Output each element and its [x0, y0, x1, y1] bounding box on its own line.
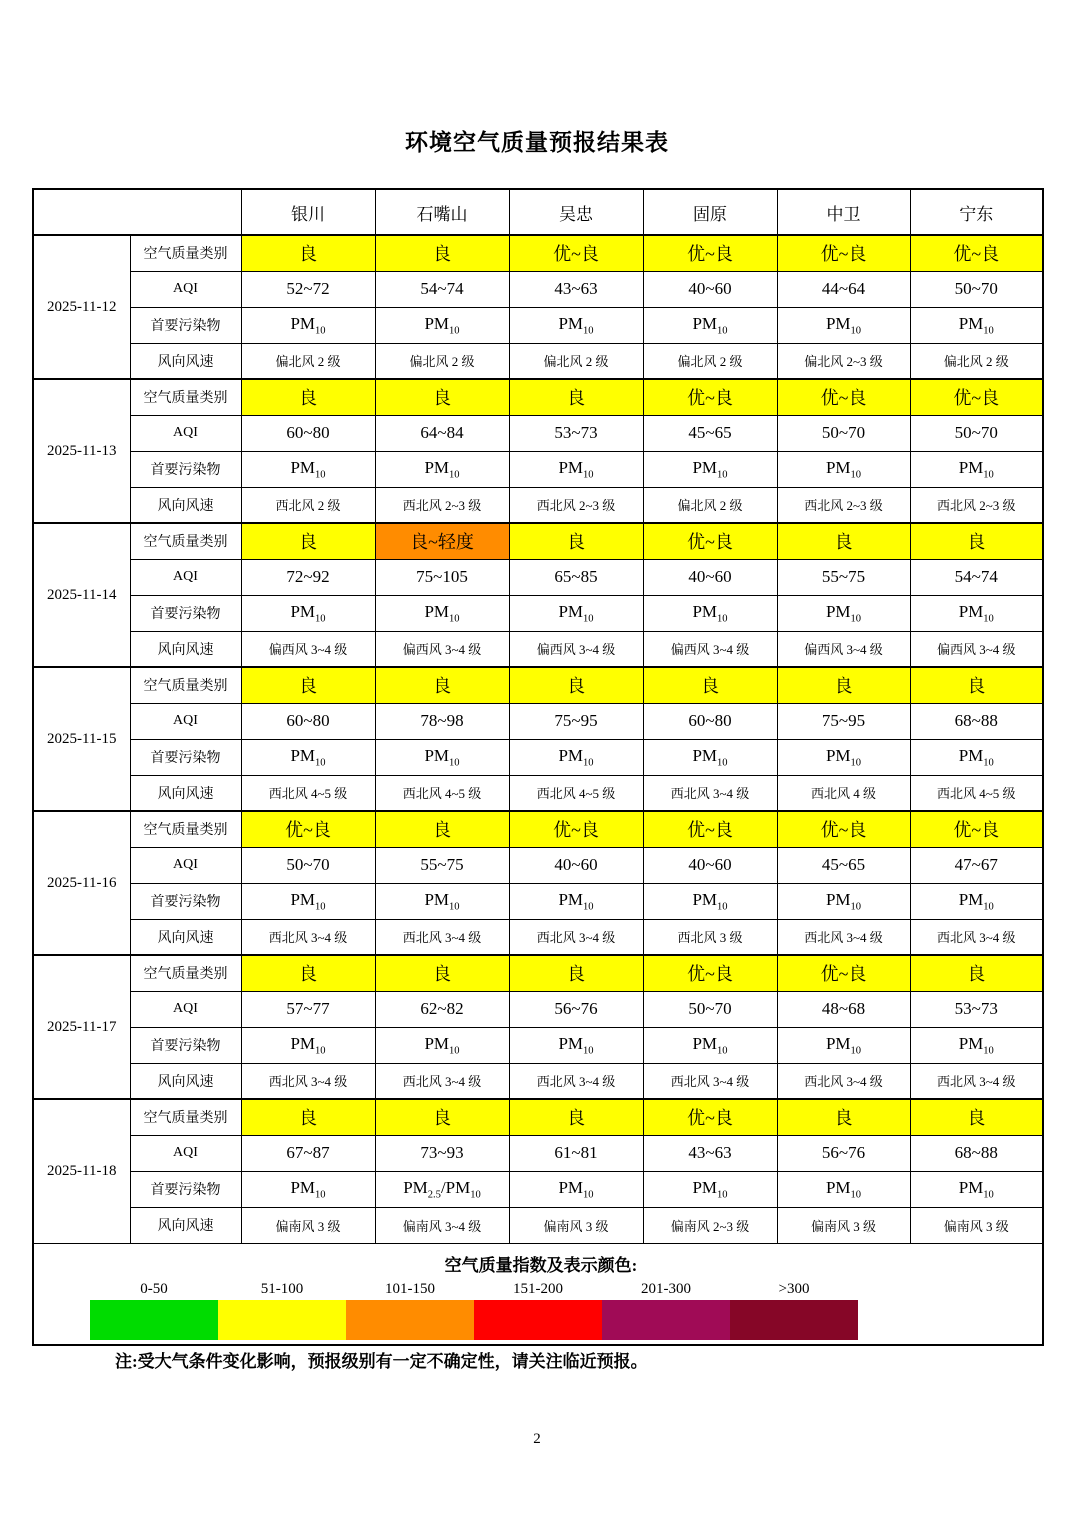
wind-cell: 偏北风 2 级: [643, 487, 777, 523]
pollutant-cell: $PM_{10}$: [375, 1027, 509, 1063]
forecast-row: [33, 847, 1043, 883]
pollutant-cell: $PM_{10}$: [777, 451, 910, 487]
aqi-cell: 55~75: [375, 847, 509, 883]
wind-cell: 西北风 4~5 级: [375, 775, 509, 811]
aqi-cell: 50~70: [910, 271, 1043, 307]
category-cell: 良: [777, 523, 910, 559]
legend-swatch: [474, 1300, 602, 1340]
forecast-row: [33, 1063, 1043, 1099]
legend-labels: [90, 1278, 1042, 1300]
forecast-row: [33, 487, 1043, 523]
pollutant-cell: $PM_{10}$: [910, 883, 1043, 919]
forecast-row: [33, 343, 1043, 379]
pollutant-cell: $PM_{10}$: [375, 451, 509, 487]
category-cell: 优~良: [509, 235, 643, 271]
pollutant-cell: $PM_{10}$: [910, 1027, 1043, 1063]
aqi-cell: 50~70: [777, 415, 910, 451]
wind-cell: 西北风 2~3 级: [910, 487, 1043, 523]
category-cell: 良: [777, 1099, 910, 1135]
aqi-cell: 53~73: [910, 991, 1043, 1027]
wind-cell: 西北风 3~4 级: [777, 919, 910, 955]
aqi-cell: 60~80: [241, 415, 375, 451]
date-cell: 2025-11-18: [33, 1099, 130, 1243]
row-label: 首要污染物: [130, 1027, 241, 1063]
forecast-row: [33, 1207, 1043, 1243]
row-label: 首要污染物: [130, 1171, 241, 1207]
category-cell: 良: [241, 379, 375, 415]
legend-strip: [90, 1278, 1042, 1340]
pollutant-cell: $PM_{10}$: [643, 1027, 777, 1063]
forecast-row: [33, 1027, 1043, 1063]
header-city-cell: 银川: [241, 189, 375, 235]
wind-cell: 西北风 3~4 级: [241, 1063, 375, 1099]
aqi-cell: 75~95: [509, 703, 643, 739]
row-label: 首要污染物: [130, 595, 241, 631]
forecast-row: [33, 883, 1043, 919]
forecast-row: [33, 667, 1043, 703]
category-cell: 良: [375, 235, 509, 271]
category-cell: 良: [910, 955, 1043, 991]
wind-cell: 偏北风 2 级: [509, 343, 643, 379]
wind-cell: 西北风 3~4 级: [241, 919, 375, 955]
aqi-cell: 50~70: [910, 415, 1043, 451]
legend: [33, 1243, 1043, 1345]
date-cell: 2025-11-15: [33, 667, 130, 811]
category-cell: 良: [509, 1099, 643, 1135]
pollutant-cell: $PM_{10}$: [777, 307, 910, 343]
wind-cell: 偏北风 2 级: [241, 343, 375, 379]
wind-cell: 西北风 3~4 级: [509, 1063, 643, 1099]
row-label: 空气质量类别: [130, 667, 241, 703]
category-cell: 良: [375, 667, 509, 703]
aqi-cell: 40~60: [509, 847, 643, 883]
header-row: [33, 189, 1043, 235]
pollutant-cell: $PM_{10}$: [643, 451, 777, 487]
row-label: 风向风速: [130, 775, 241, 811]
aqi-cell: 40~60: [643, 847, 777, 883]
header-city-cell: 固原: [643, 189, 777, 235]
row-label: 空气质量类别: [130, 523, 241, 559]
forecast-row: [33, 307, 1043, 343]
row-label: AQI: [130, 847, 241, 883]
wind-cell: 偏西风 3~4 级: [241, 631, 375, 667]
legend-swatch: [90, 1300, 218, 1340]
legend-label: 201-300: [641, 1280, 691, 1297]
pollutant-cell: $PM_{10}$: [241, 307, 375, 343]
row-label: AQI: [130, 415, 241, 451]
row-label: 风向风速: [130, 1207, 241, 1243]
category-cell: 优~良: [643, 1099, 777, 1135]
date-cell: 2025-11-16: [33, 811, 130, 955]
aqi-cell: 78~98: [375, 703, 509, 739]
page-number: 2: [533, 1431, 541, 1447]
forecast-row: [33, 1135, 1043, 1171]
row-label: 首要污染物: [130, 883, 241, 919]
wind-cell: 偏西风 3~4 级: [777, 631, 910, 667]
date-cell: 2025-11-12: [33, 235, 130, 379]
wind-cell: 西北风 3~4 级: [910, 1063, 1043, 1099]
aqi-cell: 47~67: [910, 847, 1043, 883]
aqi-cell: 72~92: [241, 559, 375, 595]
aqi-cell: 40~60: [643, 559, 777, 595]
pollutant-cell: $PM_{10}$: [910, 307, 1043, 343]
category-cell: 良: [910, 1099, 1043, 1135]
category-cell: 优~良: [777, 955, 910, 991]
pollutant-cell: $PM_{10}$: [910, 595, 1043, 631]
forecast-row: [33, 811, 1043, 847]
aqi-cell: 65~85: [509, 559, 643, 595]
category-cell: 优~良: [643, 379, 777, 415]
pollutant-cell: $PM_{10}$: [777, 739, 910, 775]
pollutant-cell: $PM_{10}$: [509, 883, 643, 919]
category-cell: 良: [910, 523, 1043, 559]
wind-cell: 偏西风 3~4 级: [910, 631, 1043, 667]
category-cell: 优~良: [643, 955, 777, 991]
row-label: 风向风速: [130, 1063, 241, 1099]
forecast-row: [33, 559, 1043, 595]
wind-cell: 西北风 3~4 级: [910, 919, 1043, 955]
pollutant-cell: $PM_{10}$: [777, 883, 910, 919]
category-cell: 优~良: [777, 811, 910, 847]
aqi-cell: 50~70: [643, 991, 777, 1027]
row-label: 空气质量类别: [130, 811, 241, 847]
wind-cell: 西北风 3~4 级: [375, 1063, 509, 1099]
aqi-cell: 75~95: [777, 703, 910, 739]
legend-label: 151-200: [513, 1280, 563, 1297]
aqi-cell: 75~105: [375, 559, 509, 595]
pollutant-cell: $PM_{10}$: [643, 1171, 777, 1207]
pollutant-cell: $PM_{10}$: [643, 883, 777, 919]
pollutant-cell: $PM_{10}$: [375, 883, 509, 919]
wind-cell: 西北风 2~3 级: [509, 487, 643, 523]
pollutant-cell: $PM_{10}$: [910, 739, 1043, 775]
pollutant-cell: $PM_{10}$: [241, 1171, 375, 1207]
pollutant-cell: $PM_{10}$: [509, 739, 643, 775]
category-cell: 优~良: [241, 811, 375, 847]
row-label: AQI: [130, 991, 241, 1027]
pollutant-cell: $PM_{10}$: [241, 1027, 375, 1063]
pollutant-cell: $PM_{10}$: [643, 595, 777, 631]
category-cell: 良: [241, 523, 375, 559]
forecast-row: [33, 271, 1043, 307]
pollutant-cell: $PM_{10}$: [643, 307, 777, 343]
row-label: 首要污染物: [130, 451, 241, 487]
wind-cell: 偏南风 2~3 级: [643, 1207, 777, 1243]
forecast-row: [33, 631, 1043, 667]
aqi-cell: 52~72: [241, 271, 375, 307]
pollutant-cell: $PM_{10}$: [241, 451, 375, 487]
aqi-cell: 64~84: [375, 415, 509, 451]
aqi-cell: 57~77: [241, 991, 375, 1027]
wind-cell: 偏北风 2 级: [375, 343, 509, 379]
pollutant-cell: $PM_{10}$: [375, 307, 509, 343]
pollutant-cell: $PM_{10}$: [509, 1027, 643, 1063]
row-label: 风向风速: [130, 343, 241, 379]
pollutant-cell: $PM_{10}$: [643, 739, 777, 775]
forecast-row: [33, 739, 1043, 775]
page-title: 环境空气质量预报结果表: [405, 130, 669, 155]
row-label: AQI: [130, 271, 241, 307]
category-cell: 优~良: [643, 811, 777, 847]
wind-cell: 偏西风 3~4 级: [643, 631, 777, 667]
note-text: 注:受大气条件变化影响，预报级别有一定不确定性，请关注临近预报。: [115, 1352, 648, 1371]
wind-cell: 西北风 3~4 级: [375, 919, 509, 955]
pollutant-cell: $PM_{10}$: [509, 1171, 643, 1207]
category-cell: 良: [509, 523, 643, 559]
header-city-cell: 吴忠: [509, 189, 643, 235]
wind-cell: 偏北风 2 级: [910, 343, 1043, 379]
forecast-table-body: [33, 189, 1043, 1345]
category-cell: 优~良: [509, 811, 643, 847]
wind-cell: 西北风 3 级: [643, 919, 777, 955]
aqi-cell: 56~76: [777, 1135, 910, 1171]
row-label: 空气质量类别: [130, 379, 241, 415]
aqi-cell: 67~87: [241, 1135, 375, 1171]
forecast-row: [33, 451, 1043, 487]
row-label: 空气质量类别: [130, 1099, 241, 1135]
wind-cell: 偏南风 3~4 级: [375, 1207, 509, 1243]
forecast-row: [33, 235, 1043, 271]
legend-swatches: [90, 1300, 1042, 1340]
forecast-row: [33, 1171, 1043, 1207]
forecast-row: [33, 1099, 1043, 1135]
wind-cell: 偏南风 3 级: [777, 1207, 910, 1243]
aqi-cell: 45~65: [643, 415, 777, 451]
category-cell: 良: [375, 811, 509, 847]
forecast-row: [33, 595, 1043, 631]
wind-cell: 西北风 4 级: [777, 775, 910, 811]
wind-cell: 偏南风 3 级: [509, 1207, 643, 1243]
aqi-cell: 43~63: [509, 271, 643, 307]
aqi-cell: 53~73: [509, 415, 643, 451]
category-cell: 良: [241, 235, 375, 271]
wind-cell: 西北风 4~5 级: [910, 775, 1043, 811]
pollutant-cell: $PM_{10}$: [777, 1171, 910, 1207]
pollutant-cell: $PM_{10}$: [777, 595, 910, 631]
pollutant-cell: $PM_{10}$: [509, 595, 643, 631]
pollutant-cell: $PM_{10}$: [241, 883, 375, 919]
wind-cell: 偏西风 3~4 级: [375, 631, 509, 667]
wind-cell: 西北风 4~5 级: [509, 775, 643, 811]
legend-swatch: [602, 1300, 730, 1340]
pollutant-cell: $PM_{10}$: [375, 739, 509, 775]
pollutant-cell: $PM_{10}$: [241, 595, 375, 631]
wind-cell: 西北风 2~3 级: [375, 487, 509, 523]
aqi-cell: 43~63: [643, 1135, 777, 1171]
aqi-cell: 68~88: [910, 1135, 1043, 1171]
aqi-cell: 73~93: [375, 1135, 509, 1171]
pollutant-cell: $PM_{10}$: [375, 595, 509, 631]
aqi-cell: 61~81: [509, 1135, 643, 1171]
wind-cell: 偏北风 2~3 级: [777, 343, 910, 379]
pollutant-cell: $PM_{10}$: [509, 307, 643, 343]
wind-cell: 偏北风 2 级: [643, 343, 777, 379]
forecast-row: [33, 523, 1043, 559]
category-cell: 优~良: [643, 523, 777, 559]
wind-cell: 偏南风 3 级: [241, 1207, 375, 1243]
aqi-cell: 40~60: [643, 271, 777, 307]
aqi-cell: 60~80: [643, 703, 777, 739]
category-cell: 良: [375, 379, 509, 415]
category-cell: 良: [375, 955, 509, 991]
row-label: 风向风速: [130, 631, 241, 667]
pollutant-cell: $PM_{10}$: [509, 451, 643, 487]
legend-swatch: [218, 1300, 346, 1340]
pollutant-cell: $PM_{2.5}/PM_{10}$: [375, 1171, 509, 1207]
legend-swatch: [346, 1300, 474, 1340]
category-cell: 良: [241, 1099, 375, 1135]
corner-cell: [33, 189, 241, 235]
category-cell: 优~良: [777, 379, 910, 415]
legend-swatch: [730, 1300, 858, 1340]
date-cell: 2025-11-14: [33, 523, 130, 667]
wind-cell: 西北风 3~4 级: [777, 1063, 910, 1099]
aqi-cell: 68~88: [910, 703, 1043, 739]
forecast-row: [33, 415, 1043, 451]
legend-row: [33, 1243, 1043, 1345]
aqi-cell: 62~82: [375, 991, 509, 1027]
pollutant-cell: $PM_{10}$: [777, 1027, 910, 1063]
wind-cell: 西北风 3~4 级: [643, 1063, 777, 1099]
row-label: AQI: [130, 703, 241, 739]
category-cell: 优~良: [910, 235, 1043, 271]
category-cell: 优~良: [643, 235, 777, 271]
row-label: AQI: [130, 1135, 241, 1171]
date-cell: 2025-11-17: [33, 955, 130, 1099]
wind-cell: 偏西风 3~4 级: [509, 631, 643, 667]
aqi-cell: 50~70: [241, 847, 375, 883]
forecast-table: [32, 188, 1044, 1346]
forecast-row: [33, 991, 1043, 1027]
row-label: 风向风速: [130, 919, 241, 955]
header-city-cell: 中卫: [777, 189, 910, 235]
row-label: 首要污染物: [130, 739, 241, 775]
wind-cell: 西北风 3~4 级: [643, 775, 777, 811]
pollutant-cell: $PM_{10}$: [910, 1171, 1043, 1207]
row-label: 首要污染物: [130, 307, 241, 343]
aqi-cell: 60~80: [241, 703, 375, 739]
aqi-cell: 45~65: [777, 847, 910, 883]
legend-label: >300: [778, 1280, 810, 1297]
wind-cell: 西北风 4~5 级: [241, 775, 375, 811]
header-city-cell: 石嘴山: [375, 189, 509, 235]
forecast-row: [33, 775, 1043, 811]
category-cell: 良~轻度: [375, 523, 509, 559]
pollutant-cell: $PM_{10}$: [241, 739, 375, 775]
header-city-cell: 宁东: [910, 189, 1043, 235]
forecast-row: [33, 703, 1043, 739]
category-cell: 良: [509, 955, 643, 991]
forecast-row: [33, 379, 1043, 415]
aqi-cell: 48~68: [777, 991, 910, 1027]
row-label: AQI: [130, 559, 241, 595]
category-cell: 优~良: [777, 235, 910, 271]
aqi-cell: 54~74: [910, 559, 1043, 595]
row-label: 风向风速: [130, 487, 241, 523]
aqi-cell: 44~64: [777, 271, 910, 307]
wind-cell: 偏南风 3 级: [910, 1207, 1043, 1243]
category-cell: 良: [910, 667, 1043, 703]
pollutant-cell: $PM_{10}$: [910, 451, 1043, 487]
legend-label: 101-150: [385, 1280, 435, 1297]
category-cell: 良: [241, 955, 375, 991]
forecast-row: [33, 919, 1043, 955]
legend-label: 0-50: [140, 1280, 168, 1297]
category-cell: 良: [509, 379, 643, 415]
aqi-cell: 54~74: [375, 271, 509, 307]
aqi-cell: 55~75: [777, 559, 910, 595]
legend-title: 空气质量指数及表示颜色:: [444, 1255, 638, 1275]
row-label: 空气质量类别: [130, 235, 241, 271]
category-cell: 优~良: [910, 811, 1043, 847]
legend-label: 51-100: [260, 1280, 304, 1297]
category-cell: 良: [241, 667, 375, 703]
aqi-cell: 56~76: [509, 991, 643, 1027]
category-cell: 良: [375, 1099, 509, 1135]
wind-cell: 西北风 3~4 级: [509, 919, 643, 955]
row-label: 空气质量类别: [130, 955, 241, 991]
wind-cell: 西北风 2 级: [241, 487, 375, 523]
category-cell: 良: [777, 667, 910, 703]
wind-cell: 西北风 2~3 级: [777, 487, 910, 523]
date-cell: 2025-11-13: [33, 379, 130, 523]
category-cell: 良: [643, 667, 777, 703]
category-cell: 良: [509, 667, 643, 703]
category-cell: 优~良: [910, 379, 1043, 415]
forecast-row: [33, 955, 1043, 991]
